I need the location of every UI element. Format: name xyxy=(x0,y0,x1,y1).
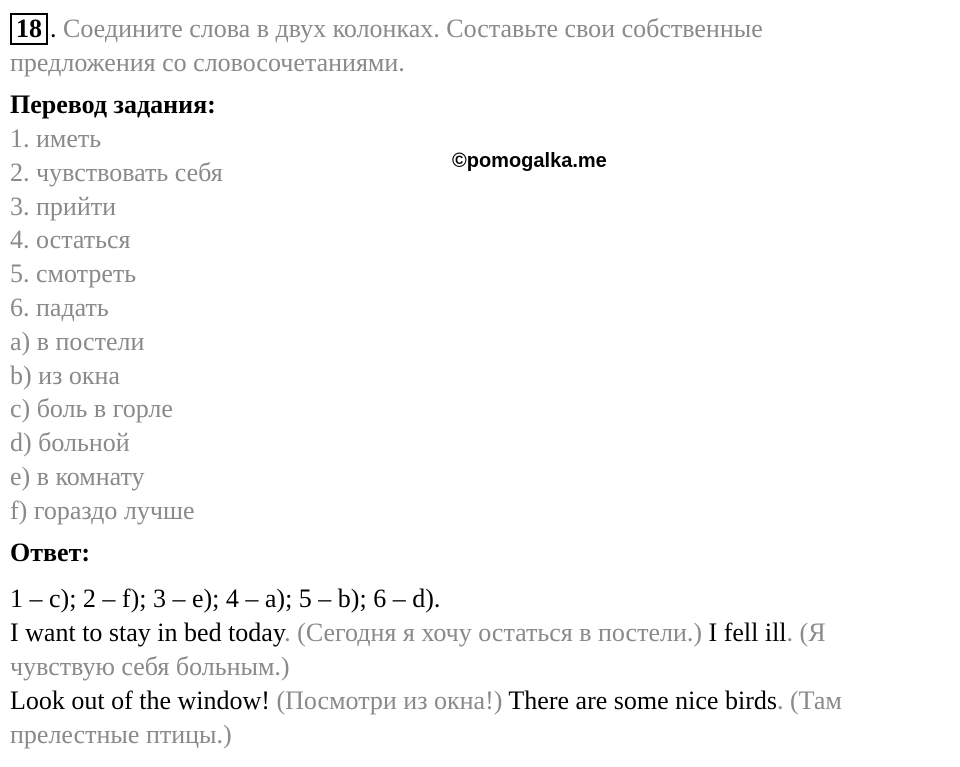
translation-item: 6. падать xyxy=(10,292,109,322)
translation-item: 2. чувствовать себя xyxy=(10,157,223,187)
translation-item: f) гораздо лучше xyxy=(10,495,195,525)
answer-sentence-line xyxy=(10,616,955,650)
translation-heading: Перевод задания: xyxy=(10,90,216,119)
russian-translation-continued: чувствую себя больным.) xyxy=(10,651,290,681)
russian-translation: (Посмотри из окна!) xyxy=(269,685,503,715)
answer-sentence-line xyxy=(10,684,955,718)
translation-item: 5. смотреть xyxy=(10,259,137,289)
translation-item: e) в комнату xyxy=(10,461,145,491)
translation-item: 4. остаться xyxy=(10,225,131,255)
answer-matches: 1 – c); 2 – f); 3 – e); 4 – a); 5 – b); 6 – d). xyxy=(10,583,441,613)
exercise-page xyxy=(10,12,955,752)
russian-translation: . (Там xyxy=(776,685,842,715)
russian-translation: . (Я xyxy=(786,617,826,647)
translation-item: c) боль в горле xyxy=(10,394,173,424)
translation-item: 3. прийти xyxy=(10,191,117,221)
task-text-line1: Соедините слова в двух колонках. Составьте свои собственные xyxy=(56,14,763,43)
russian-translation-continued: прелестные птицы.) xyxy=(10,719,232,749)
english-sentence: I want to stay in bed today xyxy=(10,617,285,647)
translation-item: d) больной xyxy=(10,428,130,458)
english-sentence: Look out of the window! xyxy=(10,685,270,715)
translation-item: b) из окна xyxy=(10,360,120,390)
english-sentence: I fell ill xyxy=(702,617,787,647)
translation-item: 1. иметь xyxy=(10,124,102,153)
answer-heading: Ответ: xyxy=(10,537,91,567)
task-text-line2: предложения со словосочетаниями. xyxy=(10,48,405,77)
russian-translation: . (Сегодня я хочу остаться в постели.) xyxy=(284,617,703,647)
task-number-dot: . xyxy=(50,14,57,43)
english-sentence: There are some nice birds xyxy=(502,685,777,715)
translation-item: a) в постели xyxy=(10,326,145,356)
watermark: ©pomogalka.me xyxy=(452,150,607,172)
task-number-box: 18 xyxy=(10,13,48,45)
answer-body xyxy=(10,582,955,752)
translation-list xyxy=(10,122,955,528)
task-instruction xyxy=(10,12,955,46)
